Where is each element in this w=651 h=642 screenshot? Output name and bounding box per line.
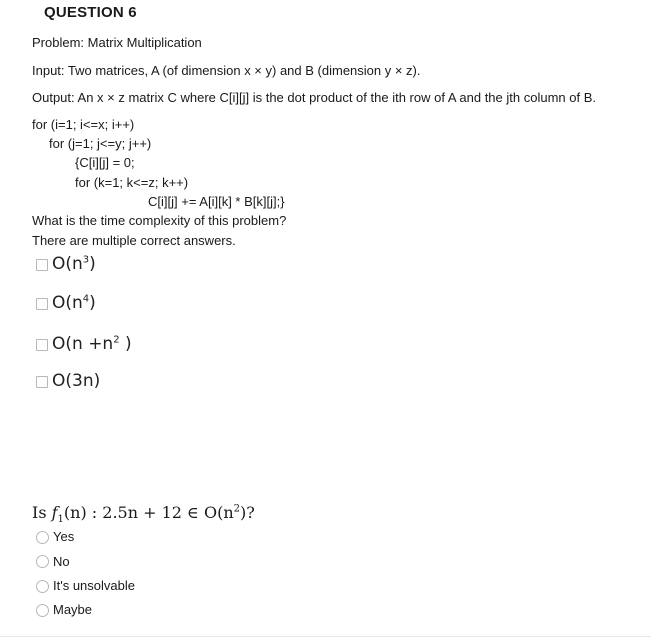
- question2-stem: Is $f_1(n)$ : 2.5n + 12 ∈ $O(n^2)$?: [32, 503, 255, 526]
- code-line: for (k=1; k<=z; k++): [75, 175, 189, 190]
- code-line: for (j=1; j<=y; j++): [49, 136, 152, 151]
- radio-button[interactable]: [36, 604, 49, 617]
- radio-button[interactable]: [36, 555, 49, 568]
- question-title: QUESTION 6: [44, 4, 137, 21]
- option-label: O(3n): [52, 371, 101, 391]
- checkbox[interactable]: [36, 259, 48, 271]
- prompt-text: What is the time complexity of this problem?: [32, 213, 287, 228]
- instruction-text: There are multiple correct answers.: [32, 233, 236, 248]
- problem-text: Problem: Matrix Multiplication: [32, 35, 202, 50]
- radio-label: It's unsolvable: [53, 578, 135, 593]
- option-label: $O(n +n^2$ ): [52, 334, 132, 354]
- divider: [0, 636, 651, 637]
- radio-label: Yes: [53, 529, 75, 544]
- code-line: for (i=1; i<=x; i++): [32, 117, 135, 132]
- radio-button[interactable]: [36, 580, 49, 593]
- checkbox[interactable]: [36, 376, 48, 388]
- code-line: C[i][j] += A[i][k] * B[k][j];}: [148, 194, 285, 209]
- checkbox[interactable]: [36, 298, 48, 310]
- option-label: $O(n^3)$: [52, 254, 96, 274]
- input-text: Input: Two matrices, A (of dimension x × y) and B (dimension y × z).: [32, 63, 421, 78]
- checkbox[interactable]: [36, 339, 48, 351]
- radio-label: Maybe: [53, 602, 93, 617]
- output-text: Output: An x × z matrix C where C[i][j] is the dot product of the ith row of A and the jth column of B.: [32, 90, 596, 105]
- radio-button[interactable]: [36, 531, 49, 544]
- radio-label: No: [53, 554, 70, 569]
- option-label: $O(n^4)$: [52, 293, 96, 313]
- code-line: {C[i][j] = 0;: [75, 155, 135, 170]
